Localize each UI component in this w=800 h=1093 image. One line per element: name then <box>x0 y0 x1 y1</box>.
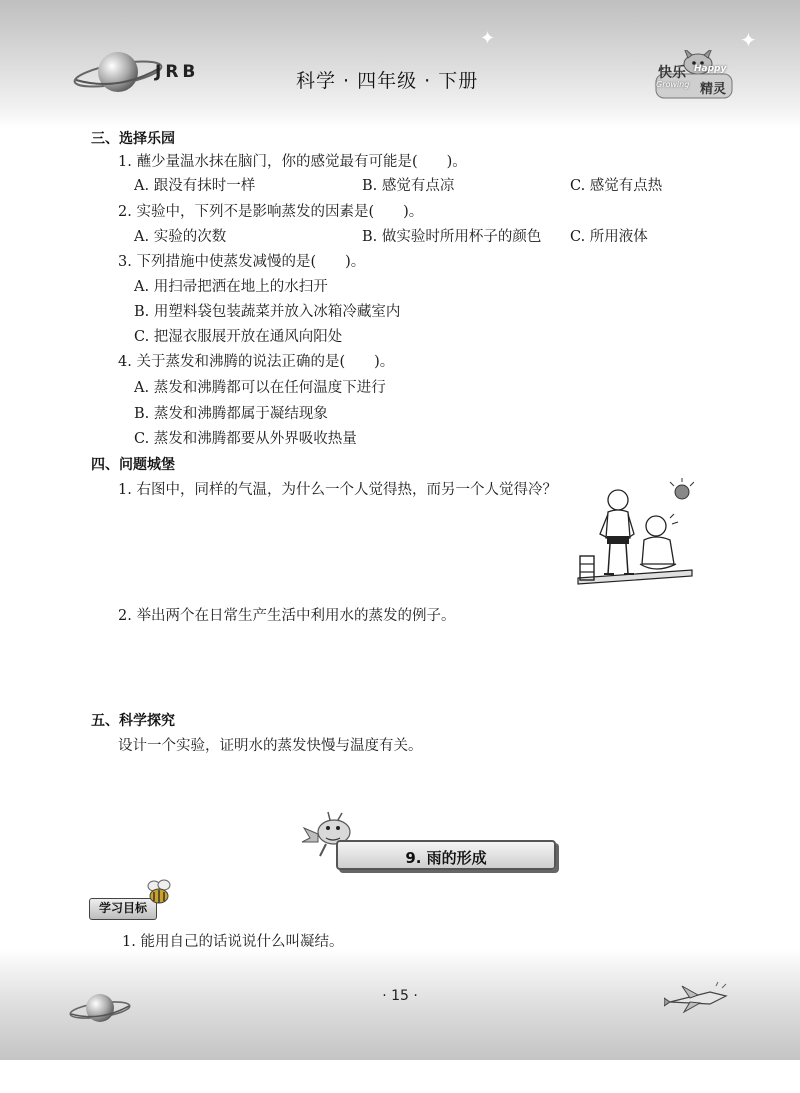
option-3-4-a: A. 蒸发和沸腾都可以在任何温度下进行 <box>134 380 386 396</box>
planet-icon <box>68 988 132 1028</box>
option-3-1-c: C. 感觉有点热 <box>570 178 663 194</box>
question-3-3: 3. 下列措施中使蒸发减慢的是( )。 <box>118 254 366 270</box>
page-header-title: 科学 · 四年级 · 下册 <box>296 70 479 92</box>
lesson-title: 9. 雨的形成 <box>405 849 487 867</box>
planet-icon <box>72 46 164 98</box>
section-4-heading: 四、问题城堡 <box>91 457 175 473</box>
question-3-1: 1. 蘸少量温水抹在脑门，你的感觉最有可能是( )。 <box>118 154 467 170</box>
question-4-2: 2. 举出两个在日常生产生活中利用水的蒸发的例子。 <box>118 608 456 624</box>
question-3-2: 2. 实验中，下列不是影响蒸发的因素是( )。 <box>118 204 424 220</box>
option-3-2-c: C. 所用液体 <box>570 229 648 245</box>
section-3-heading: 三、选择乐园 <box>91 131 175 147</box>
question-3-4: 4. 关于蒸发和沸腾的说法正确的是( )。 <box>118 354 395 370</box>
option-3-4-b: B. 蒸发和沸腾都属于凝结现象 <box>134 406 328 422</box>
page-number: · 15 · <box>382 988 418 1004</box>
brand-logo <box>654 50 734 102</box>
section-5-heading: 五、科学探究 <box>91 713 175 729</box>
option-3-2-b: B. 做实验时所用杯子的颜色 <box>362 229 542 245</box>
space-shuttle-icon <box>664 978 734 1018</box>
brand-text-en-2: Growing <box>656 80 690 89</box>
brand-text-en-1: Happy <box>694 64 727 74</box>
brand-text-cn-2: 精灵 <box>700 82 727 97</box>
sparkle-icon: ✦ <box>740 28 757 52</box>
lesson-title-banner <box>336 840 556 870</box>
option-3-3-b: B. 用塑料袋包装蔬菜并放入冰箱冷藏室内 <box>134 304 401 320</box>
brand-text-cn-1: 快乐 <box>658 65 686 81</box>
option-3-3-c: C. 把湿衣服展开放在通风向阳处 <box>134 329 343 345</box>
sparkle-icon: ✦ <box>480 28 496 49</box>
bee-icon <box>144 878 174 906</box>
option-3-4-c: C. 蒸发和沸腾都要从外界吸收热量 <box>134 431 357 447</box>
option-3-3-a: A. 用扫帚把洒在地上的水扫开 <box>134 279 328 295</box>
option-3-1-a: A. 跟没有抹时一样 <box>134 178 256 194</box>
learning-goal-1: 1. 能用自己的话说说什么叫凝结。 <box>122 934 344 950</box>
hot-and-cold-swimmers-illustration <box>574 478 694 596</box>
option-3-1-b: B. 感觉有点凉 <box>362 178 455 194</box>
option-3-2-a: A. 实验的次数 <box>134 229 227 245</box>
question-4-1: 1. 右图中，同样的气温，为什么一个人觉得热，而另一个人觉得冷？ <box>118 482 557 498</box>
jrb-logo: JRB <box>155 62 200 82</box>
learning-goals-label: 学习目标 <box>89 898 157 920</box>
inquiry-task: 设计一个实验，证明水的蒸发快慢与温度有关。 <box>118 738 423 754</box>
